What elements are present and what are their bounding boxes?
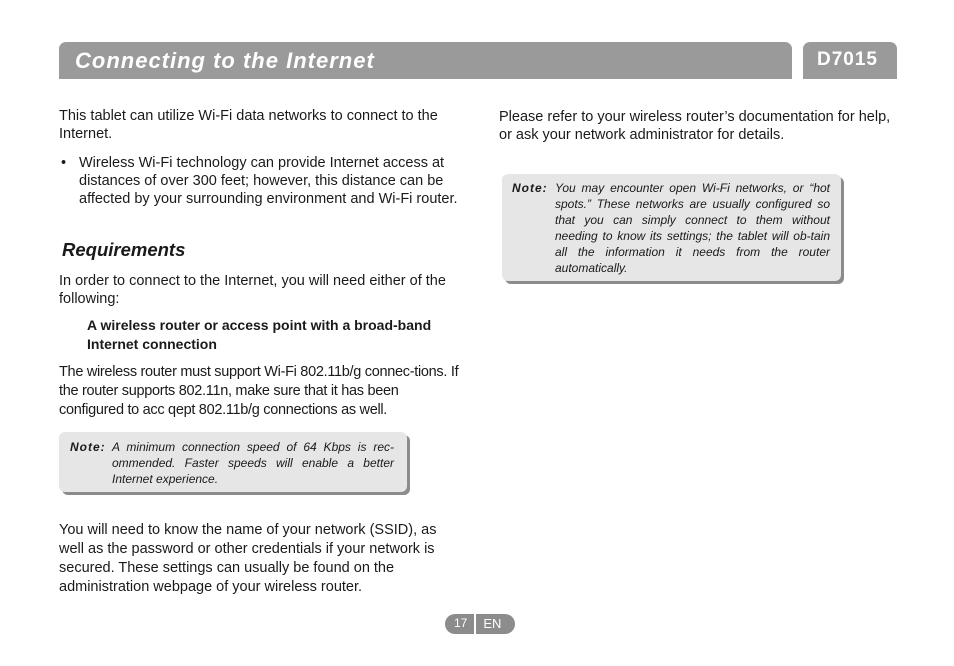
model-name: D7015 bbox=[817, 49, 878, 70]
note-text: A minimum connection speed of 64 Kbps is rec-ommended. Faster speeds will enable a better Internet experience. bbox=[112, 440, 394, 486]
requirement-item: A wireless router or access point with a broad-band Internet connection bbox=[87, 317, 432, 352]
header-bar bbox=[59, 42, 792, 79]
bullet-icon: • bbox=[61, 155, 67, 171]
note-box-speed bbox=[59, 432, 407, 492]
model-badge bbox=[803, 42, 897, 79]
bullet-paragraph: Wireless Wi-Fi technology can provide Internet access at distances of over 300 feet; however, this distance can be affected by your surrounding environment and Wi-Fi router. bbox=[79, 155, 458, 207]
note-text: You may encounter open Wi-Fi networks, or “hot spots.” These networks are usually configured so that you can simply connect to them without needing to know its settings; the tablet will ob-tain all the information it needs from the router automatically. bbox=[555, 181, 830, 275]
refer-paragraph: Please refer to your wireless router’s documentation for help, or ask your network administrator for details. bbox=[499, 109, 891, 143]
note-label: Note: bbox=[512, 181, 548, 195]
language-label: EN bbox=[476, 614, 515, 634]
note-label: Note: bbox=[70, 440, 106, 454]
page-number: 17 bbox=[445, 614, 476, 634]
page-title: Connecting to the Internet bbox=[75, 48, 375, 73]
requirements-heading: Requirements bbox=[62, 239, 186, 260]
requirements-intro: In order to connect to the Internet, you will need either of the following: bbox=[59, 273, 446, 307]
ssid-paragraph: You will need to know the name of your network (SSID), as well as the password or other credentials if your network is secured. These settings can usually be found on the administration webpage of your wireless router. bbox=[59, 522, 437, 595]
intro-paragraph: This tablet can utilize Wi-Fi data networks to connect to the Internet. bbox=[59, 108, 438, 142]
note-box-hotspots bbox=[502, 174, 841, 281]
router-support-paragraph: The wireless router must support Wi-Fi 802.11b/g connec-tions. If the router supports 802.11n, make sure that it has been configured to acc qept 802.11b/g connections as well. bbox=[59, 364, 459, 418]
page-indicator bbox=[445, 614, 515, 634]
